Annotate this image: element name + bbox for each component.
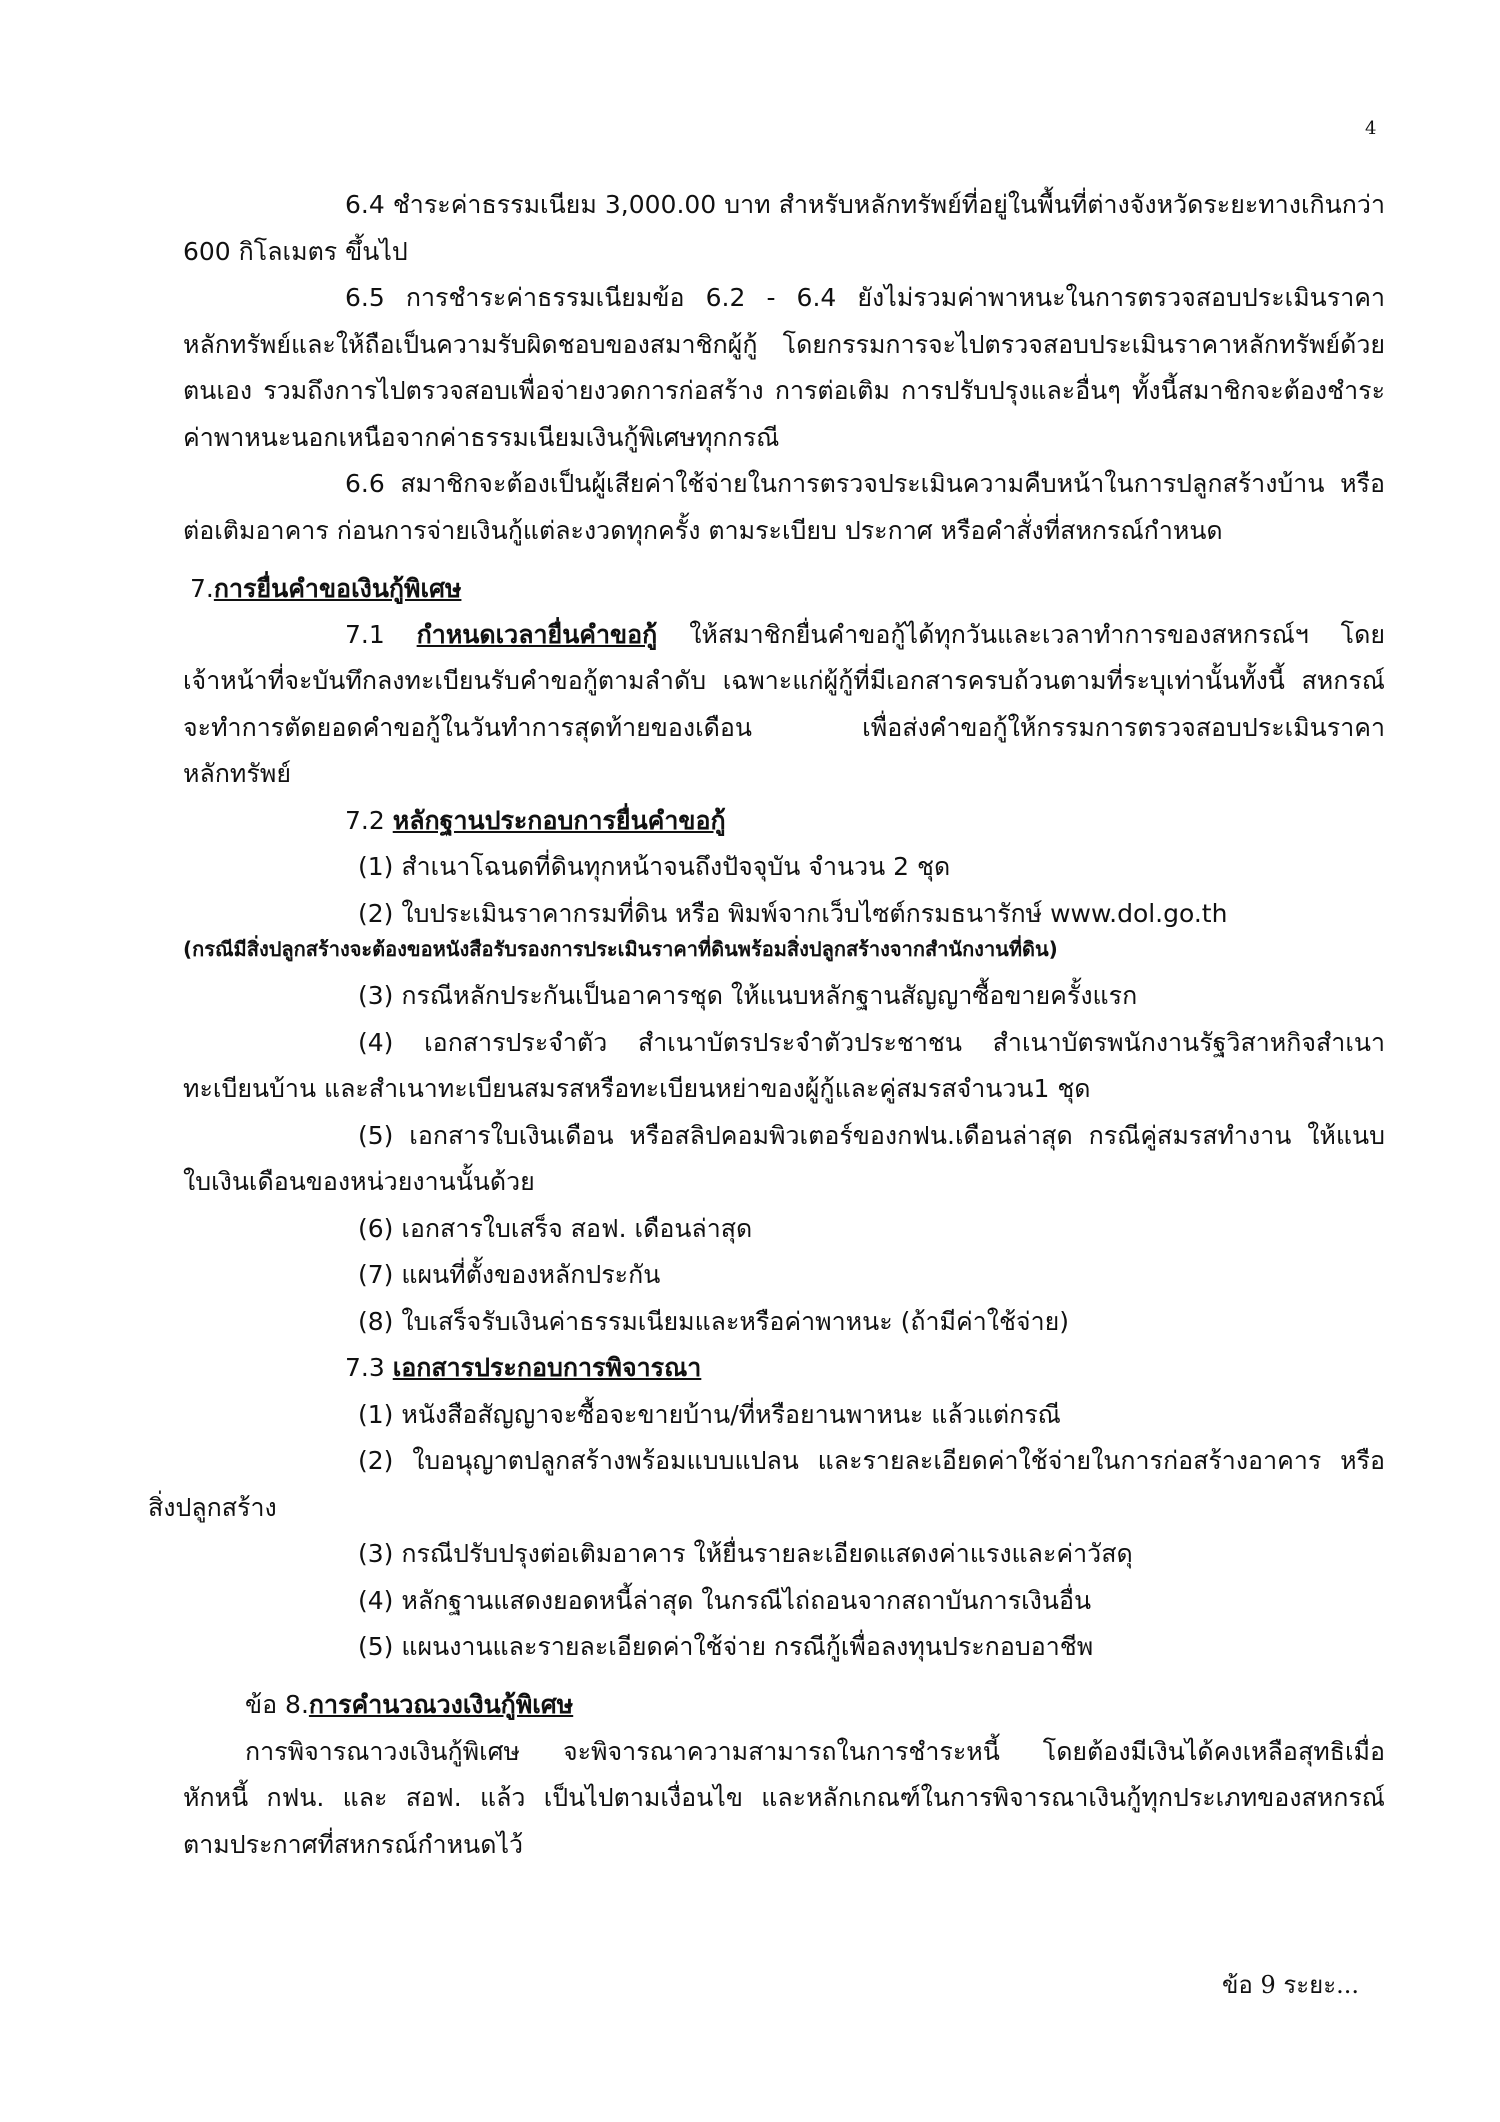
clause-7-1-text: ให้สมาชิกยื่นคำขอกู้ได้ทุกวันและเวลาทำการของสหกรณ์ฯ โดย [689, 620, 1385, 649]
clause-6-6-line-2: ต่อเติมอาคาร ก่อนการจ่ายเงินกู้แต่ละงวดทุกครั้ง ตามระเบียบ ประกาศ หรือคำสั่งที่สหกรณ์กำหนด [183, 516, 1223, 545]
clause-7-2-item-3: (3) กรณีหลักประกันเป็นอาคารชุด ให้แนบหลักฐานสัญญาซื้อขายครั้งแรก [358, 981, 1138, 1010]
section-8-line-2: หักหนี้ กฟน. และ สอฟ. แล้ว เป็นไปตามเงื่อนไข และหลักเกณฑ์ในการพิจารณาเงินกู้ทุกประเภทของสหกรณ์ [183, 1783, 1385, 1812]
clause-7-3-number: 7.3 [345, 1353, 385, 1382]
clause-7-1-line-3: จะทำการตัดยอดคำขอกู้ในวันทำการสุดท้ายของเดือน เพื่อส่งคำขอกู้ให้กรรมการตรวจสอบประเมินราคา [183, 713, 1385, 742]
clause-6-4-line-1: 6.4 ชำระค่าธรรมเนียม 3,000.00 บาท สำหรับหลักทรัพย์ที่อยู่ในพื้นที่ต่างจังหวัดระยะทางเกินกว่า [345, 190, 1385, 219]
clause-7-2-item-5-line-1: (5) เอกสารใบเงินเดือน หรือสลิปคอมพิวเตอร์ของกฟน.เดือนล่าสุด กรณีคู่สมรสทำงาน ให้แนบ [358, 1121, 1385, 1150]
clause-7-3-item-2-line-1: (2) ใบอนุญาตปลูกสร้างพร้อมแบบแปลน และรายละเอียดค่าใช้จ่ายในการก่อสร้างอาคาร หรือ [358, 1446, 1385, 1475]
clause-7-3-title: เอกสารประกอบการพิจารณา [392, 1353, 702, 1382]
clause-7-3-item-5: (5) แผนงานและรายละเอียดค่าใช้จ่าย กรณีกู้เพื่อลงทุนประกอบอาชีพ [358, 1632, 1094, 1661]
clause-7-2-item-4-line-1: (4) เอกสารประจำตัว สำเนาบัตรประจำตัวประชาชน สำเนาบัตรพนักงานรัฐวิสาหกิจสำเนา [358, 1028, 1385, 1057]
section-7-title: การยื่นคำขอเงินกู้พิเศษ [213, 574, 462, 603]
clause-7-2-item-7: (7) แผนที่ตั้งของหลักประกัน [358, 1260, 661, 1289]
clause-7-3-item-3: (3) กรณีปรับปรุงต่อเติมอาคาร ให้ยื่นรายละเอียดแสดงค่าแรงและค่าวัสดุ [358, 1539, 1133, 1568]
continuation-footer: ข้อ 9 ระยะ... [1222, 1971, 1359, 1999]
clause-7-2-item-6: (6) เอกสารใบเสร็จ สอฟ. เดือนล่าสุด [358, 1214, 753, 1243]
section-8-line-1: การพิจารณาวงเงินกู้พิเศษ จะพิจารณาความสามารถในการชำระหนี้ โดยต้องมีเงินได้คงเหลือสุทธิเมื่อ [245, 1737, 1385, 1766]
clause-6-5-line-3: ตนเอง รวมถึงการไปตรวจสอบเพื่อจ่ายงวดการก่อสร้าง การต่อเติม การปรับปรุงและอื่นๆ ทั้งนี้สมาชิกจะต้องชำระ [183, 376, 1385, 405]
clause-7-2-heading [345, 804, 726, 838]
clause-7-2-number: 7.2 [345, 806, 385, 835]
clause-7-1-line-4: หลักทรัพย์ [183, 759, 291, 788]
clause-7-3-item-1: (1) หนังสือสัญญาจะซื้อจะขายบ้าน/ที่หรือยานพาหนะ แล้วแต่กรณี [358, 1400, 1061, 1429]
clause-6-5-line-4: ค่าพาหนะนอกเหนือจากค่าธรรมเนียมเงินกู้พิเศษทุกกรณี [183, 423, 780, 452]
section-8-title: การคำนวณวงเงินกู้พิเศษ [308, 1690, 574, 1719]
clause-7-3-heading [345, 1351, 701, 1385]
clause-7-3-item-4: (4) หลักฐานแสดงยอดหนี้ล่าสุด ในกรณีไถ่ถอนจากสถาบันการเงินอื่น [358, 1586, 1092, 1615]
clause-7-1-line-2: เจ้าหน้าที่จะบันทึกลงทะเบียนรับคำขอกู้ตามลำดับ เฉพาะแก่ผู้กู้ที่มีเอกสารครบถ้วนตามที่ระบุเท่านั้นทั้งนี้ สหกรณ์ [183, 666, 1385, 695]
clause-7-2-item-4-line-2: ทะเบียนบ้าน และสำเนาทะเบียนสมรสหรือทะเบียนหย่าของผู้กู้และคู่สมรสจำนวน1 ชุด [183, 1074, 1091, 1103]
clause-7-1-number: 7.1 [345, 620, 385, 649]
section-8-prefix: ข้อ 8. [245, 1690, 309, 1719]
clause-7-2-title: หลักฐานประกอบการยื่นคำขอกู้ [392, 806, 726, 835]
section-7-number: 7. [190, 574, 214, 603]
page-number: 4 [1365, 118, 1377, 139]
clause-6-4-line-2: 600 กิโลเมตร ขึ้นไป [183, 237, 408, 266]
clause-7-1-title: กำหนดเวลายื่นคำขอกู้ [416, 620, 658, 649]
clause-7-2-item-1: (1) สำเนาโฉนดที่ดินทุกหน้าจนถึงปัจจุบัน จำนวน 2 ชุด [358, 852, 951, 881]
clause-6-5-line-1: 6.5 การชำระค่าธรรมเนียมข้อ 6.2 - 6.4 ยังไม่รวมค่าพาหนะในการตรวจสอบประเมินราคา [345, 283, 1385, 312]
clause-7-2-item-8: (8) ใบเสร็จรับเงินค่าธรรมเนียมและหรือค่าพาหนะ (ถ้ามีค่าใช้จ่าย) [358, 1307, 1070, 1336]
clause-7-2-note: (กรณีมีสิ่งปลูกสร้างจะต้องขอหนังสือรับรองการประเมินราคาที่ดินพร้อมสิ่งปลูกสร้างจากสำนักงานที่ดิน) [183, 937, 1058, 961]
clause-7-3-item-2-line-2: สิ่งปลูกสร้าง [148, 1493, 277, 1522]
section-8-heading [245, 1688, 573, 1722]
clause-7-2-item-2: (2) ใบประเมินราคากรมที่ดิน หรือ พิมพ์จากเว็บไซต์กรมธนารักษ์ www.dol.go.th [358, 899, 1228, 928]
section-7-heading [190, 572, 461, 606]
clause-6-6-line-1: 6.6 สมาชิกจะต้องเป็นผู้เสียค่าใช้จ่ายในการตรวจประเมินความคืบหน้าในการปลูกสร้างบ้าน หรือ [345, 469, 1385, 498]
clause-7-1-line-1 [345, 618, 1385, 652]
clause-6-5-line-2: หลักทรัพย์และให้ถือเป็นความรับผิดชอบของสมาชิกผู้กู้ โดยกรรมการจะไปตรวจสอบประเมินราคาหลักทรัพย์ด้วย [183, 330, 1385, 359]
clause-7-2-item-5-line-2: ใบเงินเดือนของหน่วยงานนั้นด้วย [183, 1167, 535, 1196]
section-8-line-3: ตามประกาศที่สหกรณ์กำหนดไว้ [183, 1830, 524, 1859]
